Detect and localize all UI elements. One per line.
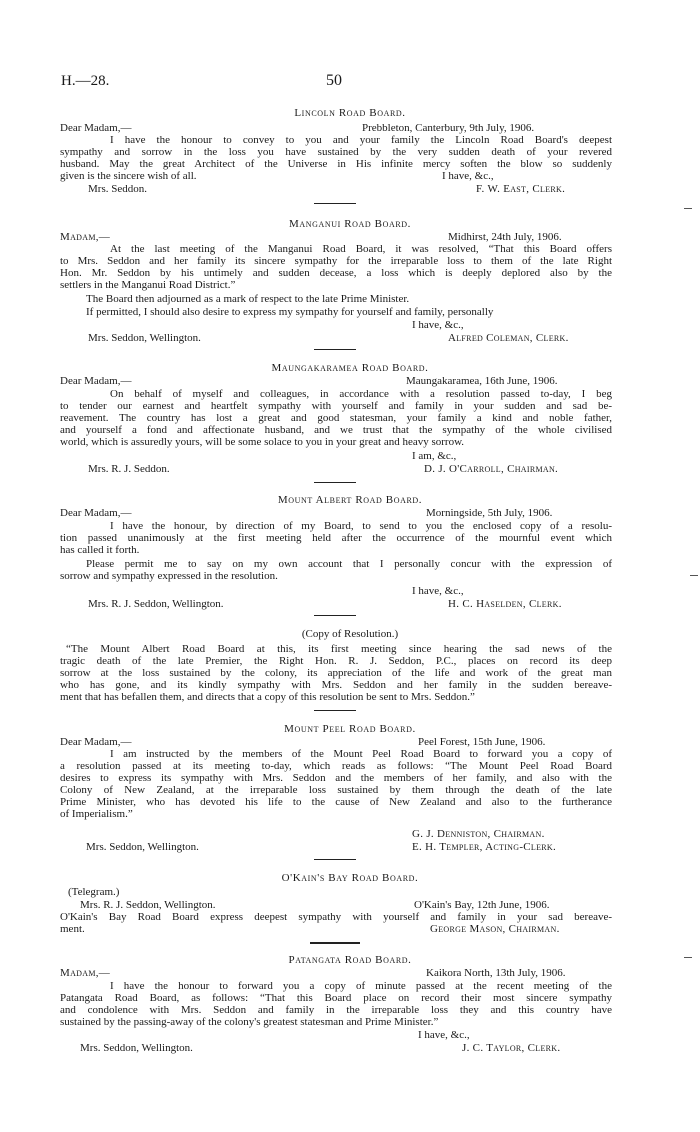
body-line: to tender our earnest and heartfelt sympathy with yourself and family in your sudden and sad be-	[60, 400, 612, 412]
body-line: At the last meeting of the Manganui Road Board, it was resolved, “That this Board offers	[110, 243, 612, 255]
body-line: sustained by the passing-away of the colony's greatest statesman and Prime Minister.”	[60, 1016, 439, 1028]
section-heading: O'Kain's Bay Road Board.	[281, 872, 419, 884]
signatory: G. J. Denniston, Chairman.	[412, 828, 545, 840]
resolution-title: (Copy of Resolution.)	[301, 628, 399, 640]
dateline: Kaikora North, 13th July, 1906.	[426, 967, 566, 979]
section-heading: Manganui Road Board.	[288, 218, 412, 230]
dateline: Peel Forest, 15th June, 1906.	[418, 736, 546, 748]
margin-mark	[684, 957, 692, 958]
section-heading: Mount Peel Road Board.	[284, 723, 416, 735]
dateline: Midhirst, 24th July, 1906.	[448, 231, 562, 243]
signatory: George Mason, Chairman.	[430, 923, 560, 935]
body-line: to Mrs. Seddon and her family its sincere sympathy for the irreparable loss to them of the late Right	[60, 255, 612, 267]
addressee: Mrs. R. J. Seddon, Wellington.	[80, 899, 216, 911]
body-line: a resolution passed at its meeting to-day, which reads as follows: “The Mount Peel Road Board	[60, 760, 612, 772]
body-line: Colony of New Zealand, at the irreparable loss sustained by them through the death of the late	[60, 784, 612, 796]
body-line: and yourself a fond and affectionate husband, and we trust that the sympathy of the whole civilised	[60, 424, 612, 436]
body-line: On behalf of myself and colleagues, in accordance with a resolution passed to-day, I beg	[110, 388, 612, 400]
dateline: Maungakaramea, 16th June, 1906.	[406, 375, 558, 387]
signatory: D. J. O'Carroll, Chairman.	[424, 463, 559, 475]
body-line: I have the honour to forward you a copy of minute passed at the recent meeting of the	[110, 980, 612, 992]
body-line: desires to express its sympathy with Mrs. Seddon and the members of her family, and also with the	[60, 772, 612, 784]
section-divider	[314, 615, 356, 616]
salutation: Madam,—	[60, 231, 111, 243]
closing: I have, &c.,	[412, 319, 464, 331]
body-line: has called it forth.	[60, 544, 140, 556]
salutation: Dear Madam,—	[60, 375, 132, 387]
dateline: Morningside, 5th July, 1906.	[426, 507, 553, 519]
body-line: given is the sincere wish of all.	[60, 170, 197, 182]
section-divider	[314, 482, 356, 483]
body-line: tion passed unanimously at the first meeting held after the occurrence of the mournful event which	[60, 532, 612, 544]
signatory: J. C. Taylor, Clerk.	[462, 1042, 561, 1054]
addressee: Mrs. R. J. Seddon.	[88, 463, 170, 475]
section-heading: Patangata Road Board.	[288, 954, 412, 966]
section-divider	[314, 859, 356, 860]
addressee: Mrs. Seddon, Wellington.	[80, 1042, 193, 1054]
body-line: I have the honour to convey to you and your family the Lincoln Road Board's deepest	[110, 134, 612, 146]
body-line: reavement. The country has lost a great and good statesman, your family a kind and noble father,	[60, 412, 612, 424]
salutation: Dear Madam,—	[60, 507, 132, 519]
closing: I have, &c.,	[412, 585, 464, 597]
addressee: Mrs. Seddon.	[88, 183, 147, 195]
dateline: O'Kain's Bay, 12th June, 1906.	[414, 899, 550, 911]
section-heading: Mount Albert Road Board.	[277, 494, 423, 506]
section-heading: Maungakaramea Road Board.	[271, 362, 429, 374]
salutation: Dear Madam,—	[60, 736, 132, 748]
body-line: sorrow and sympathy expressed in the resolution.	[60, 570, 278, 582]
body-line: and condolence with Mrs. Seddon and family in the irreparable loss they and this country have	[60, 1004, 612, 1016]
dateline: Prebbleton, Canterbury, 9th July, 1906.	[362, 122, 535, 134]
closing: I have, &c.,	[418, 1029, 470, 1041]
body-line: I am instructed by the members of the Mount Peel Road Board to forward you a copy of	[110, 748, 612, 760]
addressee: Mrs. Seddon, Wellington.	[88, 332, 201, 344]
closing: I have, &c.,	[442, 170, 494, 182]
body-line: ment that has befallen them, and directs that a copy of this resolution be sent to Mrs. Seddon.”	[60, 691, 475, 703]
body-line: of Imperialism.”	[60, 808, 133, 820]
section-divider	[314, 349, 356, 350]
signatory: H. C. Haselden, Clerk.	[448, 598, 562, 610]
body-line: ment.	[60, 923, 85, 935]
body-line: I have the honour, by direction of my Board, to send to you the enclosed copy of a resolu-	[110, 520, 612, 532]
telegram-label: (Telegram.)	[68, 886, 120, 898]
salutation: Dear Madam,—	[60, 122, 132, 134]
addressee: Mrs. R. J. Seddon, Wellington.	[88, 598, 224, 610]
margin-mark	[690, 575, 698, 576]
closing: I am, &c.,	[412, 450, 457, 462]
body-line: Patangata Road Board, as follows: “That this Board place on record their most sincere sympathy	[60, 992, 612, 1004]
body-line: sympathy and sorrow in the loss you have sustained by the very sudden death of your revered	[60, 146, 612, 158]
body-line: Hon. Mr. Seddon by his untimely and sudden decease, a loss which is deeply deplored also by the	[60, 267, 612, 279]
addressee: Mrs. Seddon, Wellington.	[86, 841, 199, 853]
signatory: F. W. East, Clerk.	[476, 183, 566, 195]
section-divider	[314, 203, 356, 204]
signatory: Alfred Coleman, Clerk.	[448, 332, 569, 344]
signatory: E. H. Templer, Acting-Clerk.	[412, 841, 557, 853]
body-line: who has gone, and its kindly sympathy with Mrs. Seddon and her family in the sudden bereave-	[60, 679, 612, 691]
margin-mark	[684, 208, 692, 209]
salutation: Madam,—	[60, 967, 111, 979]
section-heading: Lincoln Road Board.	[294, 107, 406, 119]
body-line: O'Kain's Bay Road Board express deepest sympathy with yourself and family in your sad bereave-	[60, 911, 612, 923]
document-reference: H.—28.	[61, 73, 110, 89]
section-divider	[310, 942, 360, 944]
body-line: tragic death of the late Premier, the Right Hon. R. J. Seddon, P.C., places on record its deep	[60, 655, 612, 667]
body-line: Prime Minister, who has devoted his life to the cause of New Zealand and also to the furtherance	[60, 796, 612, 808]
body-line: sorrow at the loss sustained by the colony, its appreciation of the life and work of the great man	[60, 667, 612, 679]
body-line: The Board then adjourned as a mark of respect to the late Prime Minister.	[86, 293, 410, 305]
page-number: 50	[326, 72, 342, 89]
section-divider	[314, 710, 356, 711]
body-line: settlers in the Manganui Road District.”	[60, 279, 236, 291]
body-line: world, which is assuredly yours, will be some solace to you in your great and heavy sorrow.	[60, 436, 465, 448]
body-line: husband. May the great Architect of the Universe in His infinite mercy soften the blow so suddenly	[60, 158, 612, 170]
body-line: “The Mount Albert Road Board at this, its first meeting since hearing the sad news of the	[66, 643, 612, 655]
body-line: Please permit me to say on my own account that I personally concur with the expression of	[86, 558, 612, 570]
body-line: If permitted, I should also desire to express my sympathy for yourself and family, personally	[86, 306, 494, 318]
